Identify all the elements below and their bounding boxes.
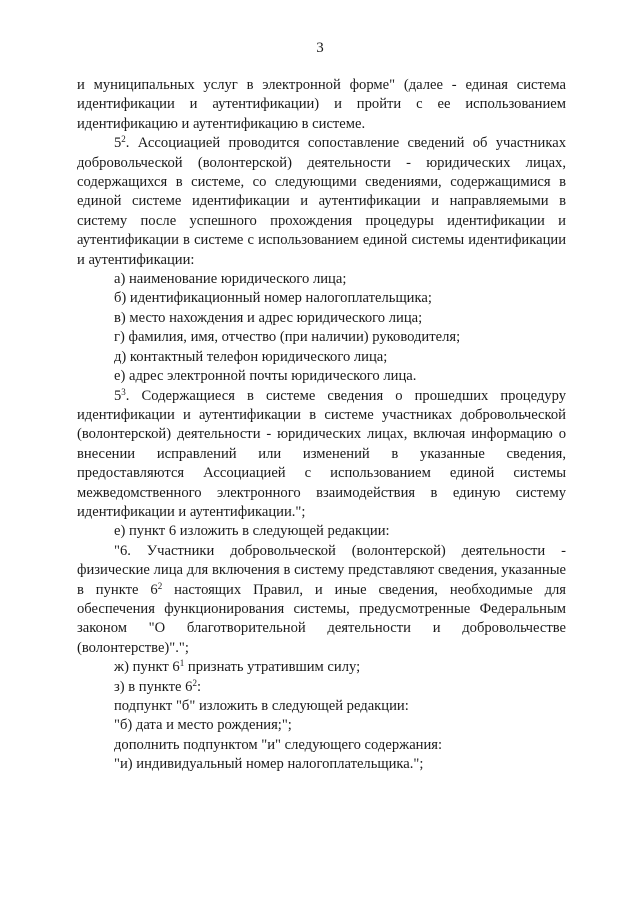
paragraph-text: . Ассоциацией проводится сопоставление сведений об участниках добровольческой (волонтерской) деятельности - юридических лицах, содержащихся в системе, со следующими сведениями, содержащимися в единой системе идентификации и аутентификации и направляемыми в систему после успешного прохождения процедуры идентификации и аутентификации в системе с использованием единой системы идентификации и аутентификации: (77, 135, 566, 268)
paragraph-5-3 (77, 387, 566, 523)
paragraph-text: з) в пункте 6 (114, 678, 193, 695)
paragraph-6 (77, 542, 566, 658)
clause-number: 5 (114, 135, 122, 152)
paragraph-text: ж) пункт 6 (114, 659, 180, 676)
list-item: б) идентификационный номер налогоплательщика; (114, 290, 432, 307)
paragraph-text: : (196, 678, 201, 695)
document-body (77, 76, 566, 775)
amendment-z (77, 678, 566, 697)
subpoint-i-text: "и) индивидуальный номер налогоплательщика."; (114, 756, 424, 773)
clause-superscript: 2 (121, 134, 126, 145)
list-item: д) контактный телефон юридического лица; (114, 348, 388, 365)
subpoint-b-intro: подпункт "б" изложить в следующей редакции: (114, 698, 409, 714)
clause-superscript: 1 (179, 658, 185, 669)
paragraph-text: признать утратившим силу; (184, 659, 361, 676)
paragraph-5-2 (77, 134, 566, 270)
list-item: в) место нахождения и адрес юридического лица; (114, 309, 423, 326)
list-item: а) наименование юридического лица; (114, 271, 347, 288)
clause-superscript: 2 (157, 580, 163, 591)
list-item: г) фамилия, имя, отчество (при наличии) руководителя; (114, 329, 461, 346)
paragraph-text: . Содержащиеся в системе сведения о прошедших процедуру идентификации и аутентификации в системе участниках добровольческой (волонтерской) деятельности - юридических лицах, включая информацию о внесении исправлений или изменений в указанные сведения, предоставляются Ассоциацией с использованием единой системы межведомственного электронного взаимодействия в единую систему идентификации и аутентификации."; (77, 387, 566, 520)
amendment-zh (77, 658, 566, 677)
clause-superscript: 2 (192, 677, 197, 688)
amendment-e: е) пункт 6 изложить в следующей редакции: (114, 523, 390, 540)
page-number: 3 (316, 40, 324, 56)
clause-number: 5 (114, 387, 122, 404)
paragraph-text: "6. Участники добровольческой (волонтерской) деятельности - физические лица для включения в систему представляют сведения, указанные в пункте 6 (77, 542, 566, 598)
clause-superscript: 3 (121, 386, 126, 397)
paragraph-text: настоящих Правил, и иные сведения, необходимые для обеспечения функционирования системы, предусмотренные Федеральным законом "О благотворительной деятельности и добровольчестве (волонтерстве)"."; (77, 581, 567, 656)
paragraph-continuation: и муниципальных услуг в электронной форме" (далее - единая система идентификации и аутентификации) и пройти с ее использованием идентификацию и аутентификацию в системе. (77, 77, 566, 132)
list-item: е) адрес электронной почты юридического лица. (114, 368, 417, 385)
subpoint-b-text: "б) дата и место рождения;"; (114, 717, 292, 734)
subpoint-i-intro: дополнить подпунктом "и" следующего содержания: (114, 736, 443, 753)
